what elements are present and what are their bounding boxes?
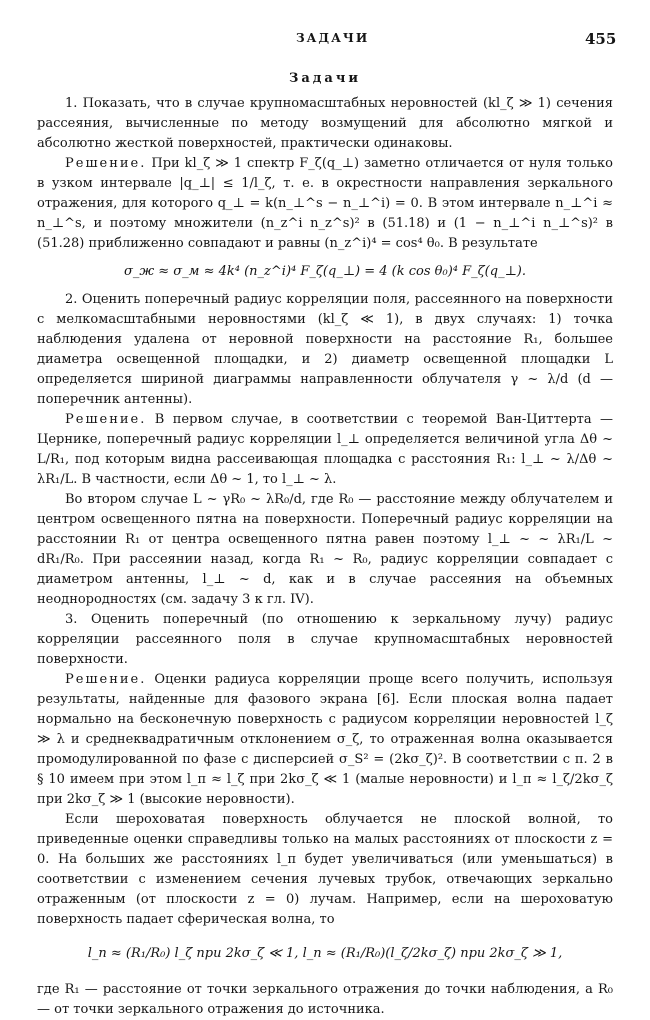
problem-3-solution [37, 670, 613, 810]
problem-2-statement: 2. Оценить поперечный радиус корреляции поля, рассеянного на поверхности с мелкомасштабными неровностями (kl_ζ ≪ 1), в двух случаях: 1) точка наблюдения удалена от неровной поверхности на расстояние R₁, большее диаметра освещенной площадки, и 2) диаметр освещенной площадки L определяется шириной диаграммы направленности облучателя γ ~ λ/d (d — поперечник антенны). [37, 292, 613, 407]
page-body [37, 94, 613, 1020]
running-head [0, 31, 650, 51]
solution-text: В первом случае, в соответствии с теоремой Ван-Циттерта — Цернике, поперечный радиус корреляции l_⊥ определяется величиной угла Δθ ~ L/R₁, под которым видна рассеивающая площадка с расстояния R₁: l_⊥ ~ λ/Δθ ~ λR₁/L. В частности, если Δθ ~ 1, то l_⊥ ~ λ. [37, 412, 613, 487]
running-head-title: ЗАДАЧИ [296, 31, 370, 45]
solution-text: При kl_ζ ≫ 1 спектр F_ζ(q_⊥) заметно отличается от нуля только в узком интервале |q_⊥| ≤ 1/l_ζ, т. е. в окрестности направления зеркального отражения, для которого q_⊥ = k(n_⊥^s − n_⊥^i) = 0. В этом интервале n_⊥^i ≈ n_⊥^s, и поэтому множители (n_z^i n_z^s)² в (51.18) и (1 − n_⊥^i n_⊥^s)² в (51.28) приближенно совпадают и равны (n_z^i)⁴ = cos⁴ θ₀. В результате [37, 156, 613, 251]
page-number: 455 [585, 30, 617, 48]
solution-label: Решение. [65, 156, 147, 171]
solution-text: Оценки радиуса корреляции проще всего получить, используя результаты, найденные для фазового экрана [6]. Если плоская волна падает нормально на бесконечную поверхность с радиусом корреляции неровностей l_ζ ≫ λ и среднеквадратичным отклонением σ_ζ, то отраженная волна оказывается промодулированной по фазе с дисперсией σ_S² = (2kσ_ζ)². В соответствии с п. 2 в § 10 имеем при этом l_п ≈ l_ζ при 2kσ_ζ ≪ 1 (малые неровности) и l_п ≈ l_ζ/2kσ_ζ при 2kσ_ζ ≫ 1 (высокие неровности). [37, 672, 613, 807]
problem-1-solution [37, 154, 613, 254]
section-title: Задачи [288, 71, 362, 86]
formula-cross-section: σ_ж ≈ σ_м ≈ 4k⁴ (n_z^i)⁴ F_ζ(q_⊥) = 4 (k cos θ₀)⁴ F_ζ(q_⊥). [123, 264, 527, 279]
solution-label: Решение. [65, 412, 147, 427]
problem-3-continuation: Если шероховатая поверхность облучается не плоской волной, то приведенные оценки справедливы только на малых расстояниях от плоскости z = 0. На больших же расстояниях l_п будет увеличиваться (или уменьшаться) в соответствии с изменением сечения лучевых трубок, отвечающих зеркально отраженным (от плоскости z = 0) лучам. Например, если на шероховатую поверхность падает сферическая волна, то [37, 812, 613, 927]
problem-2-solution [37, 410, 613, 490]
problem-3-statement: 3. Оценить поперечный (по отношению к зеркальному лучу) радиус корреляции рассеянного поля в случае крупномасштабных неровностей поверхности. [37, 612, 613, 667]
problem-2-second-case: Во втором случае L ~ γR₀ ~ λR₀/d, где R₀ — расстояние между облучателем и центром освещенного пятна на поверхности. Поперечный радиус корреляции на расстоянии R₁ от центра освещенного пятна равен поэтому l_⊥ ~ ~ λR₁/L ~ dR₁/R₀. При рассеянии назад, когда R₁ ~ R₀, радиус корреляции совпадает с диаметром антенны, l_⊥ ~ d, как и в случае рассеяния на объемных неоднородностях (см. задачу 3 к гл. IV). [37, 492, 613, 607]
formula-explanation: где R₁ — расстояние от точки зеркального отражения до точки наблюдения, а R₀ — от точки зеркального отражения до источника. [37, 982, 613, 1017]
problem-1-statement: 1. Показать, что в случае крупномасштабных неровностей (kl_ζ ≫ 1) сечения рассеяния, вычисленные по методу возмущений для абсолютно мягкой и абсолютно жесткой поверхностей, практически одинаковы. [37, 96, 613, 151]
formula-correlation-radius: l_п ≈ (R₁/R₀) l_ζ при 2kσ_ζ ≪ 1, l_п ≈ (R₁/R₀)(l_ζ/2kσ_ζ) при 2kσ_ζ ≫ 1, [87, 946, 563, 961]
solution-label: Решение. [65, 672, 147, 687]
